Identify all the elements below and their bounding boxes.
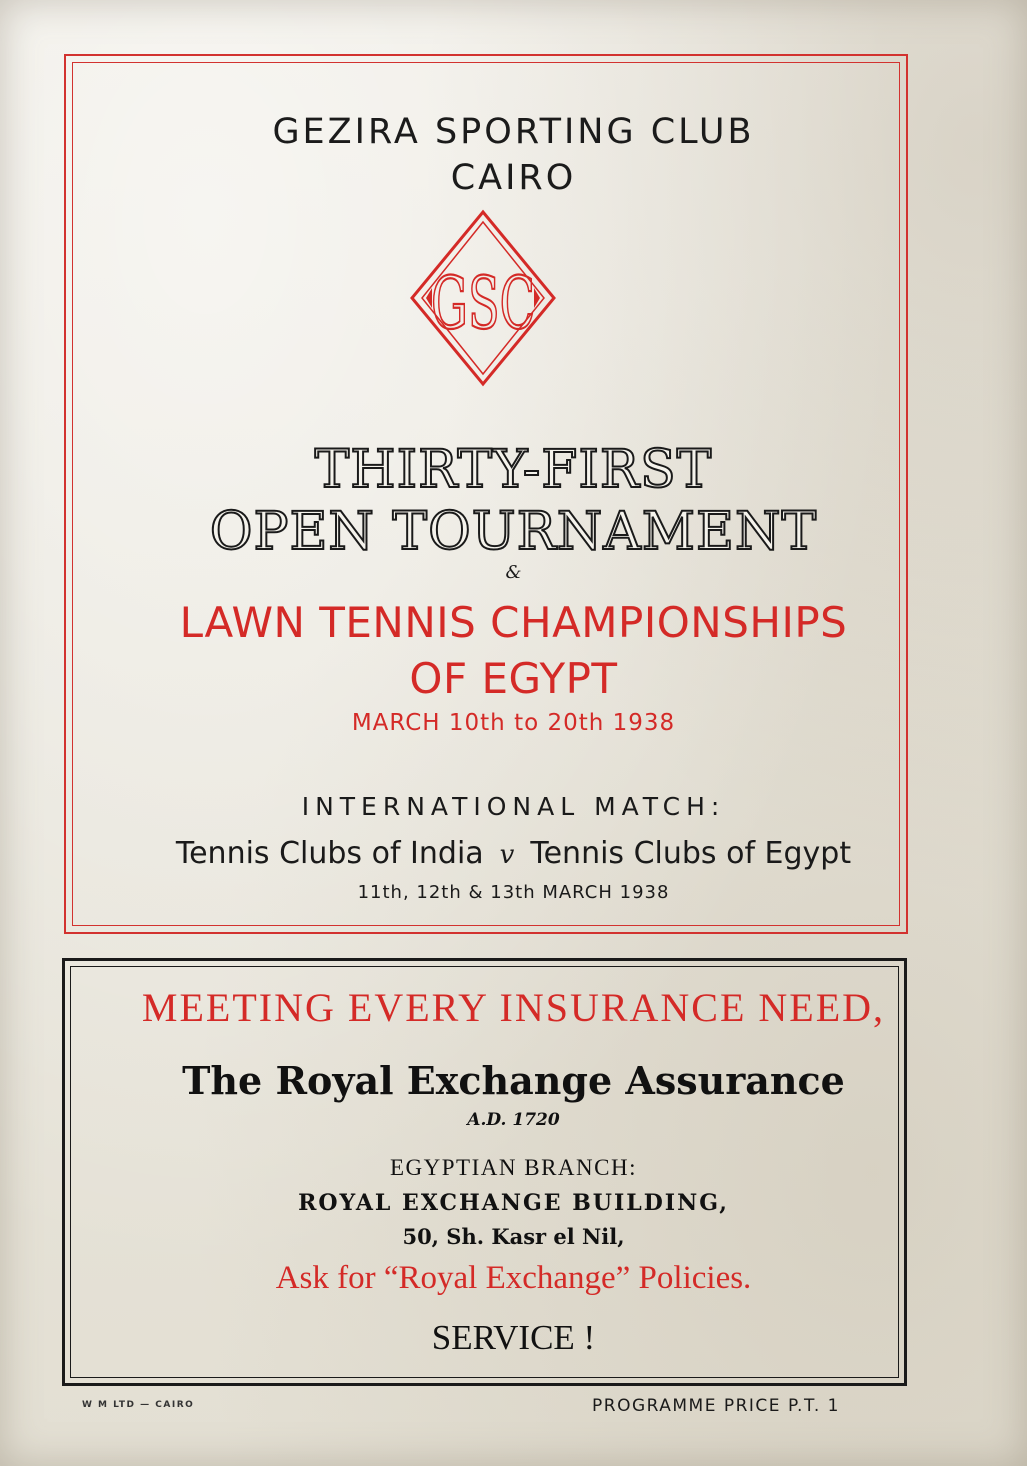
- tournament-title-line2: OPEN TOURNAMENT: [209, 502, 818, 562]
- tournament-dates: MARCH 10th to 20th 1938: [351, 710, 676, 736]
- advertisement-frame-inner: [70, 966, 899, 1378]
- ad-address: 50, Sh. Kasr el Nil,: [402, 1224, 625, 1249]
- ad-founded-year: A.D. 1720: [467, 1110, 560, 1130]
- tournament-frame: [64, 54, 908, 934]
- team-egypt: Tennis Clubs of Egypt: [530, 836, 852, 871]
- ad-heading: MEETING EVERY INSURANCE NEED,: [141, 985, 886, 1030]
- team-india: Tennis Clubs of India: [175, 836, 484, 871]
- logo-letters: GSC: [431, 261, 535, 345]
- tournament-title-line1: THIRTY-FIRST: [314, 440, 713, 500]
- ad-closing: SERVICE !: [431, 1318, 596, 1357]
- programme-price: PROGRAMME PRICE P.T. 1: [592, 1396, 840, 1416]
- match-teams: [0, 836, 1027, 871]
- advertisement-frame: [62, 958, 907, 1386]
- gsc-monogram-logo: [408, 208, 558, 388]
- international-match-heading: INTERNATIONAL MATCH:: [301, 792, 726, 821]
- ampersand: &: [505, 562, 522, 583]
- ad-branch-label: EGYPTIAN BRANCH:: [390, 1155, 637, 1180]
- club-name: GEZIRA SPORTING CLUB: [272, 112, 755, 152]
- ad-building: ROYAL EXCHANGE BUILDING,: [298, 1190, 729, 1216]
- championship-title-line1: LAWN TENNIS CHAMPIONSHIPS: [179, 598, 848, 647]
- versus-mark: v: [499, 840, 515, 870]
- club-city: CAIRO: [450, 158, 577, 198]
- ad-slogan: Ask for “Royal Exchange” Policies.: [275, 1260, 752, 1296]
- printer-imprint: W M LTD — CAIRO: [82, 1400, 195, 1410]
- championship-title-line2: OF EGYPT: [409, 654, 618, 703]
- match-dates: 11th, 12th & 13th MARCH 1938: [357, 882, 670, 903]
- ad-company-name: The Royal Exchange Assurance: [182, 1058, 845, 1103]
- tournament-frame-inner: [72, 62, 900, 926]
